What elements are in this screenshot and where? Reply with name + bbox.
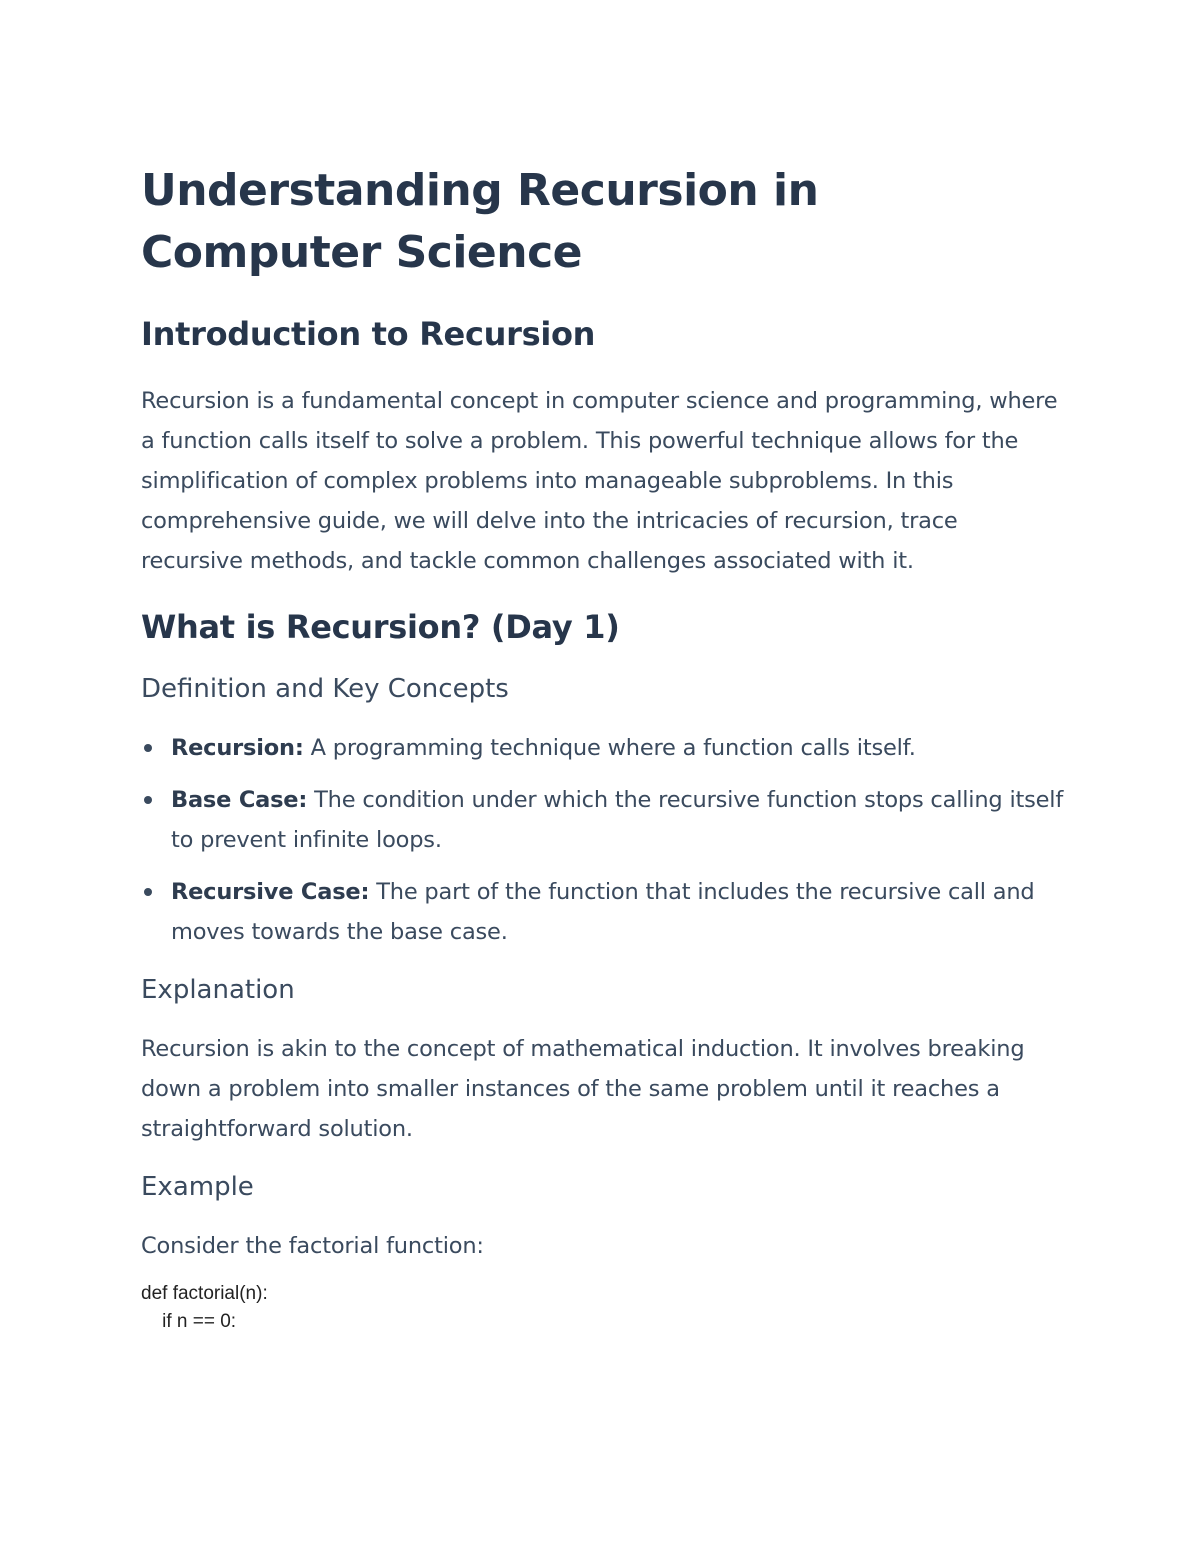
list-item [141, 780, 1066, 860]
term-recursive-case: Recursive Case [171, 879, 361, 905]
section-heading-what-is-recursion: What is Recursion? (Day 1) [141, 608, 620, 646]
definition-text: The part of the function that includes the recursive call and moves towards the base case. [171, 879, 1035, 945]
document-page [141, 160, 1066, 1336]
intro-paragraph: Recursion is a fundamental concept in computer science and programming, where a function calls itself to solve a problem. This powerful technique allows for the simplification of complex problems into manageable subproblems. In this comprehensive guide, we will delve into the intricacies of recursion, trace recursive methods, and tackle common challenges associated with it. [141, 388, 1058, 574]
code-line: def factorial(n): [141, 1283, 268, 1304]
term-separator: : [360, 879, 370, 905]
term-separator: : [298, 787, 308, 813]
definition-heading: Definition and Key Concepts [141, 674, 509, 704]
definition-text: A programming technique where a function calls itself. [303, 735, 916, 761]
example-intro: Consider the factorial function: [141, 1233, 484, 1259]
example-heading: Example [141, 1172, 254, 1202]
code-line: if n == 0: [141, 1311, 237, 1332]
term-recursion: Recursion [171, 735, 295, 761]
term-base-case: Base Case [171, 787, 299, 813]
bullet-icon [144, 796, 152, 804]
bullet-icon [144, 888, 152, 896]
code-block [141, 1280, 1066, 1336]
list-item [141, 872, 1066, 952]
page-title: Understanding Recursion in Computer Science [141, 165, 819, 278]
explanation-paragraph: Recursion is akin to the concept of mathematical induction. It involves breaking down a problem into smaller instances of the same problem until it reaches a straightforward solution. [141, 1036, 1025, 1142]
bullet-icon [144, 744, 152, 752]
list-item [141, 728, 1066, 768]
intro-heading: Introduction to Recursion [141, 315, 596, 353]
explanation-heading: Explanation [141, 975, 295, 1005]
term-separator: : [294, 735, 304, 761]
definition-text: The condition under which the recursive function stops calling itself to prevent infinite loops. [171, 787, 1064, 853]
key-concepts-list [141, 728, 1066, 952]
